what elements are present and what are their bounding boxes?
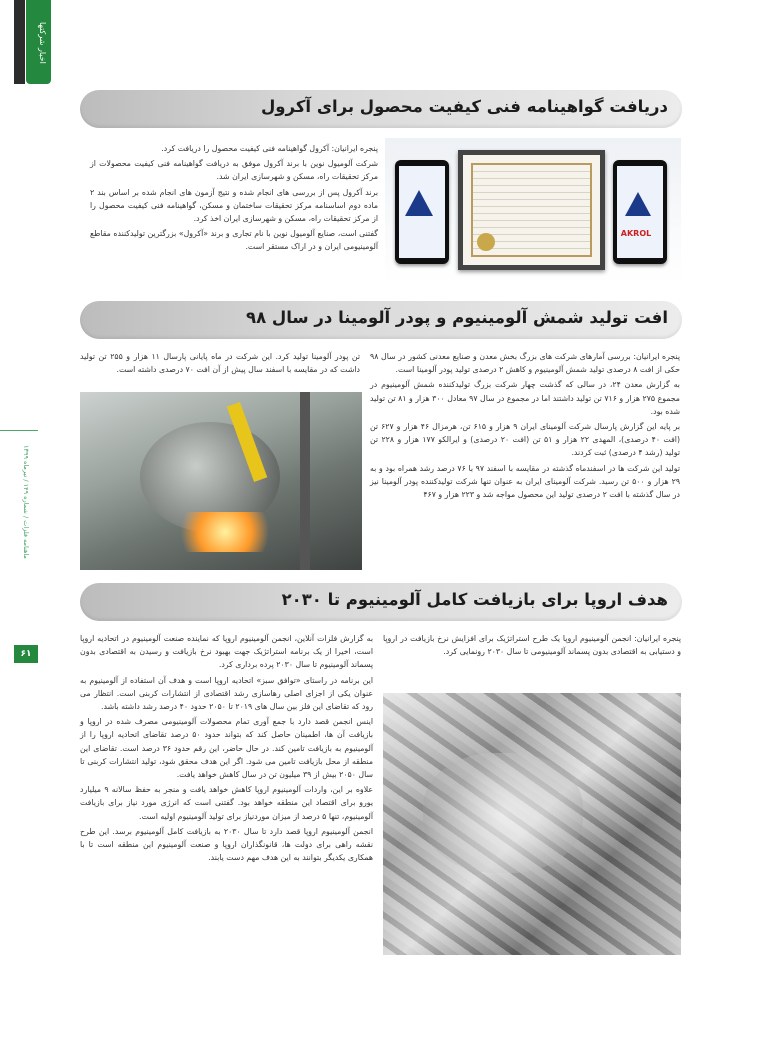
article-1-paragraph: پنجره ایرانیان: آکرول گواهینامه فنی کیفیت محصول را دریافت کرد.	[161, 144, 378, 153]
article-1-body	[90, 142, 378, 287]
akrol-logo: AKROL	[620, 229, 652, 238]
article-3-paragraph: انجمن آلومینیوم اروپا قصد دارد تا سال ۲۰۳۰ به بازیافت کامل آلومینیوم برسد. این طرح نقشه راهی برای دولت ها، قانونگذاران اروپا و صنعت آلومینیوم این منطقه است تا با همکاری یکدیگر بتوانند به این هدف مهم دست یابند.	[80, 826, 373, 863]
article-3-banner	[80, 583, 682, 621]
article-1-paragraph: شرکت آلومیول نوین با برند آکرول موفق به دریافت گواهینامه فنی کیفیت محصولات از مرکز تحقیقات راه، مسکن و شهرسازی ایران شد.	[90, 159, 378, 182]
certificate-seal-icon	[477, 233, 495, 251]
article-2-right-column	[370, 350, 680, 570]
article-1-title: دریافت گواهینامه فنی کیفیت محصول برای آکرول	[260, 97, 668, 116]
article-2-paragraph: تولید این شرکت ها در اسفندماه گذشته در مقایسه با اسفند ۹۷ با ۷۶ درصد رشد همراه بود و به ۲۹ هزار و ۵۰۰ تن رسید. شرکت آلومینای ایران به عنوان تنها شرکت تولیدکننده پودر آلومینا نیز در سال گذشته با افت ۲ درصدی تولید این محصول مواجه شد و ۲۲۳ هزار و ۴۶۷	[370, 463, 681, 500]
article-2-left-column	[80, 350, 360, 386]
scrap-aluminium-photo	[383, 693, 681, 955]
issue-caption: ماهنامه فلزات / شماره ۱۴۹ / تیرماه ۱۳۹۹	[22, 445, 30, 559]
article-2-paragraph: پنجره ایرانیان: بررسی آمارهای شرکت های بزرگ بخش معدن و صنایع معدنی کشور در سال ۹۸ حکی از افت ۸ درصدی تولید شمش آلومینیوم و کاهش ۲ درصدی تولید پودر آلومینا است.	[370, 352, 680, 375]
tablet-left-image	[395, 160, 449, 264]
page-number: ۶۱	[14, 645, 38, 663]
article-2-paragraph: تن پودر آلومینا تولید کرد. این شرکت در ماه پایانی پارسال ۱۱ هزار و ۲۵۵ تن تولید داشت که در مقایسه با اسفند سال پیش از آن افت ۷۰ درصدی داشته است.	[80, 352, 361, 375]
article-2-title: افت تولید شمش آلومینیوم و پودر آلومینا در سال ۹۸	[246, 308, 668, 327]
article-3-paragraph: پنجره ایرانیان: انجمن آلومینیوم اروپا یک طرح استراتژیک برای افزایش نرخ بازیافت در اروپا و دستیابی به اقتصادی بدون پسماند آلومینیومی تا سال ۲۰۳۰ رونمایی کرد.	[383, 634, 681, 657]
article-3-left-column	[80, 632, 373, 952]
certificate-photo	[385, 138, 681, 285]
article-3-paragraph: علاوه بر این، واردات آلومینیوم اروپا کاهش خواهد یافت و منجر به حفظ سالانه ۹ میلیارد یورو برای اقتصاد این منطقه خواهد بود. گفتنی است که انرژی مورد نیاز برای بازیافت آلومینیوم، تنها ۵ درصد از میزان موردنیاز برای تولید آلومینیوم اولیه است.	[80, 785, 374, 821]
side-rule	[0, 430, 38, 431]
article-3-right-column	[383, 632, 681, 692]
side-tab-dark	[14, 0, 25, 84]
article-3-title: هدف اروپا برای بازیافت کامل آلومینیوم تا ۲۰۳۰	[281, 590, 668, 609]
article-1-paragraph: برند آکرول پس از بررسی های انجام شده و نتیج آزمون های انجام شده بر اساس بند ۲ ماده دوم اساسنامه مرکز تحقیقات ساختمان و مسکن، گواهینامه فنی کیفیت محصول را از مرکز تحقیقات راه، مسکن و شهرسازی ایران اخذ کرد.	[90, 187, 378, 224]
article-3-paragraph: به گزارش فلزات آنلاین، انجمن آلومینیوم اروپا که نماینده صنعت آلومینیوم در اتحادیه اروپا است، اخیرا از یک برنامه استراتژیک جهت بهبود نرخ بازیافت و رسیدن به اقتصادی بدون پسماند آلومینیوم تا سال ۲۰۳۰ پرده برداری کرد.	[80, 634, 373, 670]
article-2-banner	[80, 301, 682, 339]
article-3-paragraph: این برنامه در راستای «توافق سبز» اتحادیه اروپا است و هدف آن استفاده از آلومینیوم به عنوان یکی از اجزای اصلی رهاسازی رشد اقتصادی از انتشارات کربنی است. انتظار می رود که تقاضای این فلز بین سال های ۲۰۱۹ تا ۲۰۵۰ حدود ۴۰ درصد رشد داشته باشد.	[80, 675, 373, 712]
section-tab	[26, 0, 51, 84]
article-2-paragraph: به گزارش معدن ۲۴، در سالی که گذشت چهار شرکت بزرگ تولیدکننده شمش آلومینیوم در مجموع ۲۷۵ هزار و ۷۱۶ تن تولید داشتند اما در مجموع در سال ۹۷ معادل ۳۰۰ هزار و ۸۱ تن تولید شده بود.	[370, 380, 680, 416]
article-1-banner	[80, 90, 682, 128]
article-2-paragraph: بر پایه این گزارش پارسال شرکت آلومینای ایران ۹ هزار و ۶۱۵ تن، هرمزال ۴۶ هزار و ۶۲۷ تن (افت ۴۰ درصدی)، المهدی ۲۲ هزار و ۵۱ تن (افت ۲۰ درصدی) و ایرالکو ۱۷۷ هزار و ۲۲۸ تن تولید (رشد ۴ درصدی) ثبت کردند.	[370, 422, 681, 458]
section-tab-label: اخبار شرکتها	[38, 22, 47, 64]
certificate-frame-image	[458, 150, 605, 270]
tablet-right-image	[613, 160, 667, 264]
article-3-paragraph: اینس انجمن قصد دارد با جمع آوری تمام محصولات آلومینیومی مصرف شده در اروپا و بازیافت آن ها، اطمینان حاصل کند که بتواند حدود ۵۰ درصد تقاضای اتحادیه اروپا را از آلومینیوم به بازیافت تامین کند. در حال حاضر، این رقم حدود ۳۶ درصد است. تقاضای این منطقه از محل بازیافت تامین می شود. اگر این هدف محقق شود، تولید انتشارات کربنی تا سال ۲۰۵۰ بیش از ۳۹ میلیون تن در سال کاهش خواهد یافت.	[80, 717, 374, 780]
smelter-photo	[80, 392, 362, 570]
article-1-paragraph: گفتنی است، صنایع آلومیول نوین با نام تجاری و برند «آکرول» بزرگترین تولیدکننده مقاطع آلومینیومی ایران و در اراک مستقر است.	[90, 229, 378, 252]
